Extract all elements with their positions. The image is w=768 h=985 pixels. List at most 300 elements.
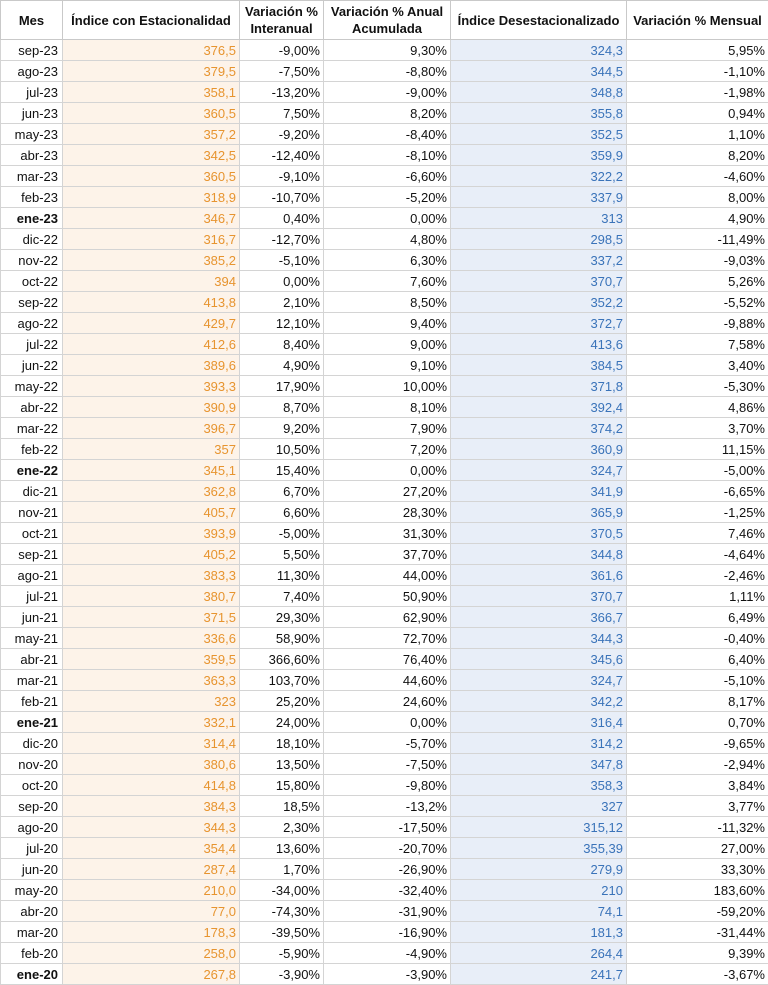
- table-row: [1, 355, 768, 376]
- cell-variacion-interanual: 1,70%: [240, 859, 324, 880]
- cell-variacion-interanual: 2,10%: [240, 292, 324, 313]
- cell-variacion-acumulada: 37,70%: [324, 544, 451, 565]
- cell-variacion-acumulada: 0,00%: [324, 208, 451, 229]
- cell-indice-estacionalidad: 267,8: [63, 964, 240, 985]
- cell-mes: abr-22: [1, 397, 63, 418]
- cell-variacion-acumulada: 27,20%: [324, 481, 451, 502]
- cell-indice-desestacionalizado: 384,5: [451, 355, 627, 376]
- cell-variacion-mensual: 6,40%: [627, 649, 768, 670]
- cell-variacion-acumulada: -6,60%: [324, 166, 451, 187]
- cell-indice-estacionalidad: 258,0: [63, 943, 240, 964]
- cell-variacion-acumulada: 28,30%: [324, 502, 451, 523]
- cell-variacion-mensual: -3,67%: [627, 964, 768, 985]
- table-row: [1, 691, 768, 712]
- cell-mes: ago-21: [1, 565, 63, 586]
- cell-indice-estacionalidad: 384,3: [63, 796, 240, 817]
- cell-indice-desestacionalizado: 324,3: [451, 40, 627, 61]
- cell-indice-estacionalidad: 371,5: [63, 607, 240, 628]
- cell-mes: sep-22: [1, 292, 63, 313]
- table-row: [1, 250, 768, 271]
- cell-indice-estacionalidad: 210,0: [63, 880, 240, 901]
- table-row: [1, 712, 768, 733]
- cell-variacion-acumulada: 9,40%: [324, 313, 451, 334]
- cell-mes: jun-22: [1, 355, 63, 376]
- cell-indice-estacionalidad: 394: [63, 271, 240, 292]
- cell-indice-estacionalidad: 357: [63, 439, 240, 460]
- cell-mes: mar-23: [1, 166, 63, 187]
- cell-indice-desestacionalizado: 316,4: [451, 712, 627, 733]
- cell-indice-desestacionalizado: 345,6: [451, 649, 627, 670]
- cell-indice-desestacionalizado: 74,1: [451, 901, 627, 922]
- cell-variacion-acumulada: 44,60%: [324, 670, 451, 691]
- table-row: [1, 481, 768, 502]
- cell-mes: feb-23: [1, 187, 63, 208]
- cell-indice-estacionalidad: 412,6: [63, 334, 240, 355]
- cell-mes: ene-21: [1, 712, 63, 733]
- cell-mes: jul-21: [1, 586, 63, 607]
- cell-indice-estacionalidad: 360,5: [63, 166, 240, 187]
- cell-variacion-acumulada: 0,00%: [324, 460, 451, 481]
- cell-mes: abr-23: [1, 145, 63, 166]
- header-variacion-mensual: Variación % Mensual: [627, 1, 768, 40]
- cell-indice-desestacionalizado: 327: [451, 796, 627, 817]
- header-row: [1, 1, 768, 40]
- cell-variacion-interanual: 4,90%: [240, 355, 324, 376]
- cell-indice-desestacionalizado: 360,9: [451, 439, 627, 460]
- table-row: [1, 964, 768, 985]
- cell-variacion-acumulada: 50,90%: [324, 586, 451, 607]
- table-row: [1, 922, 768, 943]
- cell-indice-desestacionalizado: 374,2: [451, 418, 627, 439]
- cell-variacion-mensual: 7,46%: [627, 523, 768, 544]
- table-row: [1, 103, 768, 124]
- cell-indice-estacionalidad: 346,7: [63, 208, 240, 229]
- cell-variacion-mensual: -2,46%: [627, 565, 768, 586]
- cell-indice-estacionalidad: 178,3: [63, 922, 240, 943]
- cell-variacion-interanual: 6,60%: [240, 502, 324, 523]
- table-row: [1, 649, 768, 670]
- cell-indice-estacionalidad: 363,3: [63, 670, 240, 691]
- cell-variacion-mensual: 8,20%: [627, 145, 768, 166]
- header-indice-desestacionalizado: Índice Desestacionalizado: [451, 1, 627, 40]
- cell-variacion-acumulada: 9,30%: [324, 40, 451, 61]
- cell-variacion-acumulada: 24,60%: [324, 691, 451, 712]
- cell-variacion-interanual: 5,50%: [240, 544, 324, 565]
- cell-variacion-mensual: 4,86%: [627, 397, 768, 418]
- cell-indice-desestacionalizado: 313: [451, 208, 627, 229]
- table-row: [1, 859, 768, 880]
- header-variacion-interanual: Variación % Interanual: [240, 1, 324, 40]
- cell-indice-estacionalidad: 318,9: [63, 187, 240, 208]
- cell-variacion-acumulada: -8,40%: [324, 124, 451, 145]
- cell-variacion-interanual: 366,60%: [240, 649, 324, 670]
- cell-variacion-interanual: -10,70%: [240, 187, 324, 208]
- cell-variacion-interanual: 18,10%: [240, 733, 324, 754]
- cell-mes: ago-23: [1, 61, 63, 82]
- cell-variacion-interanual: -3,90%: [240, 964, 324, 985]
- cell-variacion-interanual: -9,10%: [240, 166, 324, 187]
- cell-variacion-acumulada: -3,90%: [324, 964, 451, 985]
- table-row: [1, 271, 768, 292]
- cell-variacion-interanual: 6,70%: [240, 481, 324, 502]
- cell-indice-desestacionalizado: 344,5: [451, 61, 627, 82]
- cell-variacion-mensual: 1,10%: [627, 124, 768, 145]
- cell-indice-desestacionalizado: 315,12: [451, 817, 627, 838]
- cell-variacion-interanual: 18,5%: [240, 796, 324, 817]
- table-row: [1, 40, 768, 61]
- table-row: [1, 775, 768, 796]
- cell-mes: dic-22: [1, 229, 63, 250]
- cell-variacion-interanual: 2,30%: [240, 817, 324, 838]
- cell-indice-estacionalidad: 405,7: [63, 502, 240, 523]
- cell-variacion-acumulada: 7,20%: [324, 439, 451, 460]
- cell-variacion-interanual: 0,00%: [240, 271, 324, 292]
- cell-mes: nov-21: [1, 502, 63, 523]
- cell-variacion-acumulada: -5,20%: [324, 187, 451, 208]
- table-row: [1, 376, 768, 397]
- cell-mes: jun-20: [1, 859, 63, 880]
- cell-variacion-mensual: -31,44%: [627, 922, 768, 943]
- cell-variacion-acumulada: -7,50%: [324, 754, 451, 775]
- cell-variacion-mensual: 5,95%: [627, 40, 768, 61]
- cell-indice-desestacionalizado: 314,2: [451, 733, 627, 754]
- cell-variacion-mensual: 0,94%: [627, 103, 768, 124]
- table-row: [1, 292, 768, 313]
- cell-indice-estacionalidad: 345,1: [63, 460, 240, 481]
- cell-indice-desestacionalizado: 348,8: [451, 82, 627, 103]
- cell-variacion-acumulada: 7,60%: [324, 271, 451, 292]
- cell-variacion-mensual: 6,49%: [627, 607, 768, 628]
- cell-variacion-mensual: 9,39%: [627, 943, 768, 964]
- cell-variacion-interanual: 12,10%: [240, 313, 324, 334]
- cell-indice-estacionalidad: 354,4: [63, 838, 240, 859]
- cell-variacion-mensual: -4,64%: [627, 544, 768, 565]
- cell-variacion-acumulada: -4,90%: [324, 943, 451, 964]
- table-row: [1, 754, 768, 775]
- table-row: [1, 523, 768, 544]
- cell-indice-estacionalidad: 336,6: [63, 628, 240, 649]
- table-row: [1, 313, 768, 334]
- cell-variacion-acumulada: 31,30%: [324, 523, 451, 544]
- cell-indice-estacionalidad: 396,7: [63, 418, 240, 439]
- cell-variacion-mensual: 27,00%: [627, 838, 768, 859]
- cell-variacion-interanual: 103,70%: [240, 670, 324, 691]
- cell-indice-desestacionalizado: 359,9: [451, 145, 627, 166]
- table-row: [1, 880, 768, 901]
- cell-variacion-interanual: 11,30%: [240, 565, 324, 586]
- cell-variacion-acumulada: -20,70%: [324, 838, 451, 859]
- cell-indice-desestacionalizado: 298,5: [451, 229, 627, 250]
- cell-variacion-mensual: -0,40%: [627, 628, 768, 649]
- cell-mes: jun-21: [1, 607, 63, 628]
- cell-mes: oct-22: [1, 271, 63, 292]
- cell-indice-desestacionalizado: 355,8: [451, 103, 627, 124]
- cell-mes: sep-21: [1, 544, 63, 565]
- cell-variacion-interanual: 7,50%: [240, 103, 324, 124]
- cell-indice-estacionalidad: 393,3: [63, 376, 240, 397]
- cell-variacion-acumulada: -5,70%: [324, 733, 451, 754]
- cell-variacion-acumulada: 62,90%: [324, 607, 451, 628]
- cell-variacion-acumulada: 76,40%: [324, 649, 451, 670]
- cell-variacion-acumulada: 8,50%: [324, 292, 451, 313]
- cell-indice-desestacionalizado: 337,9: [451, 187, 627, 208]
- cell-indice-estacionalidad: 360,5: [63, 103, 240, 124]
- cell-variacion-mensual: -1,98%: [627, 82, 768, 103]
- cell-variacion-mensual: -1,10%: [627, 61, 768, 82]
- cell-variacion-mensual: -5,10%: [627, 670, 768, 691]
- cell-indice-desestacionalizado: 341,9: [451, 481, 627, 502]
- cell-variacion-interanual: -39,50%: [240, 922, 324, 943]
- header-indice-estacionalidad: Índice con Estacionalidad: [63, 1, 240, 40]
- table-row: [1, 502, 768, 523]
- cell-variacion-interanual: 13,60%: [240, 838, 324, 859]
- cell-indice-desestacionalizado: 210: [451, 880, 627, 901]
- cell-indice-desestacionalizado: 344,3: [451, 628, 627, 649]
- cell-variacion-mensual: -5,52%: [627, 292, 768, 313]
- table-row: [1, 208, 768, 229]
- cell-variacion-acumulada: -13,2%: [324, 796, 451, 817]
- cell-indice-estacionalidad: 385,2: [63, 250, 240, 271]
- cell-mes: dic-21: [1, 481, 63, 502]
- cell-variacion-mensual: 8,00%: [627, 187, 768, 208]
- cell-indice-desestacionalizado: 352,5: [451, 124, 627, 145]
- cell-variacion-interanual: 15,40%: [240, 460, 324, 481]
- cell-variacion-acumulada: -9,00%: [324, 82, 451, 103]
- cell-mes: sep-23: [1, 40, 63, 61]
- cell-mes: nov-20: [1, 754, 63, 775]
- cell-mes: mar-21: [1, 670, 63, 691]
- cell-variacion-interanual: -7,50%: [240, 61, 324, 82]
- cell-mes: feb-22: [1, 439, 63, 460]
- cell-variacion-mensual: 4,90%: [627, 208, 768, 229]
- cell-mes: feb-21: [1, 691, 63, 712]
- table-row: [1, 187, 768, 208]
- table-row: [1, 439, 768, 460]
- cell-variacion-mensual: 0,70%: [627, 712, 768, 733]
- cell-mes: feb-20: [1, 943, 63, 964]
- table-row: [1, 82, 768, 103]
- cell-variacion-acumulada: 6,30%: [324, 250, 451, 271]
- cell-mes: dic-20: [1, 733, 63, 754]
- cell-indice-desestacionalizado: 347,8: [451, 754, 627, 775]
- cell-variacion-interanual: 25,20%: [240, 691, 324, 712]
- cell-variacion-mensual: 183,60%: [627, 880, 768, 901]
- cell-variacion-mensual: 3,40%: [627, 355, 768, 376]
- cell-variacion-mensual: 11,15%: [627, 439, 768, 460]
- cell-mes: mar-22: [1, 418, 63, 439]
- table-row: [1, 838, 768, 859]
- cell-variacion-mensual: -2,94%: [627, 754, 768, 775]
- table-row: [1, 124, 768, 145]
- cell-indice-desestacionalizado: 181,3: [451, 922, 627, 943]
- cell-mes: may-22: [1, 376, 63, 397]
- cell-mes: oct-20: [1, 775, 63, 796]
- cell-variacion-mensual: -5,30%: [627, 376, 768, 397]
- cell-indice-estacionalidad: 429,7: [63, 313, 240, 334]
- cell-indice-estacionalidad: 77,0: [63, 901, 240, 922]
- cell-indice-desestacionalizado: 279,9: [451, 859, 627, 880]
- header-mes: Mes: [1, 1, 63, 40]
- cell-indice-desestacionalizado: 342,2: [451, 691, 627, 712]
- cell-variacion-mensual: -9,88%: [627, 313, 768, 334]
- cell-indice-estacionalidad: 357,2: [63, 124, 240, 145]
- cell-mes: ago-20: [1, 817, 63, 838]
- cell-variacion-interanual: 13,50%: [240, 754, 324, 775]
- cell-variacion-mensual: -1,25%: [627, 502, 768, 523]
- cell-mes: ene-23: [1, 208, 63, 229]
- cell-variacion-interanual: -12,40%: [240, 145, 324, 166]
- cell-variacion-acumulada: 0,00%: [324, 712, 451, 733]
- cell-variacion-acumulada: 8,10%: [324, 397, 451, 418]
- cell-indice-desestacionalizado: 366,7: [451, 607, 627, 628]
- cell-variacion-acumulada: 44,00%: [324, 565, 451, 586]
- cell-mes: may-20: [1, 880, 63, 901]
- cell-variacion-interanual: 29,30%: [240, 607, 324, 628]
- cell-indice-desestacionalizado: 324,7: [451, 670, 627, 691]
- cell-variacion-interanual: -74,30%: [240, 901, 324, 922]
- cell-variacion-acumulada: 9,00%: [324, 334, 451, 355]
- table-row: [1, 733, 768, 754]
- cell-indice-estacionalidad: 314,4: [63, 733, 240, 754]
- cell-variacion-interanual: -5,90%: [240, 943, 324, 964]
- cell-mes: ago-22: [1, 313, 63, 334]
- cell-indice-estacionalidad: 287,4: [63, 859, 240, 880]
- header-variacion-acumulada: Variación % Anual Acumulada: [324, 1, 451, 40]
- cell-variacion-interanual: 15,80%: [240, 775, 324, 796]
- cell-indice-estacionalidad: 393,9: [63, 523, 240, 544]
- table-row: [1, 397, 768, 418]
- cell-indice-estacionalidad: 342,5: [63, 145, 240, 166]
- cell-variacion-mensual: 5,26%: [627, 271, 768, 292]
- table-row: [1, 607, 768, 628]
- cell-variacion-acumulada: 7,90%: [324, 418, 451, 439]
- cell-variacion-mensual: 33,30%: [627, 859, 768, 880]
- cell-variacion-mensual: -9,65%: [627, 733, 768, 754]
- cell-variacion-mensual: 3,84%: [627, 775, 768, 796]
- cell-indice-desestacionalizado: 358,3: [451, 775, 627, 796]
- cell-mes: nov-22: [1, 250, 63, 271]
- cell-variacion-interanual: -9,20%: [240, 124, 324, 145]
- cell-variacion-mensual: -6,65%: [627, 481, 768, 502]
- cell-indice-estacionalidad: 389,6: [63, 355, 240, 376]
- cell-variacion-mensual: -11,49%: [627, 229, 768, 250]
- cell-indice-estacionalidad: 405,2: [63, 544, 240, 565]
- cell-variacion-interanual: 0,40%: [240, 208, 324, 229]
- table-row: [1, 670, 768, 691]
- cell-variacion-mensual: -9,03%: [627, 250, 768, 271]
- table-row: [1, 334, 768, 355]
- cell-indice-desestacionalizado: 365,9: [451, 502, 627, 523]
- cell-variacion-interanual: -12,70%: [240, 229, 324, 250]
- cell-indice-estacionalidad: 414,8: [63, 775, 240, 796]
- cell-mes: sep-20: [1, 796, 63, 817]
- cell-variacion-interanual: -13,20%: [240, 82, 324, 103]
- cell-variacion-mensual: 3,77%: [627, 796, 768, 817]
- cell-variacion-interanual: -9,00%: [240, 40, 324, 61]
- table-row: [1, 544, 768, 565]
- cell-indice-desestacionalizado: 372,7: [451, 313, 627, 334]
- cell-mes: may-21: [1, 628, 63, 649]
- table-row: [1, 628, 768, 649]
- cell-indice-desestacionalizado: 241,7: [451, 964, 627, 985]
- cell-variacion-mensual: -4,60%: [627, 166, 768, 187]
- cell-variacion-interanual: 17,90%: [240, 376, 324, 397]
- cell-indice-estacionalidad: 344,3: [63, 817, 240, 838]
- cell-variacion-interanual: -5,10%: [240, 250, 324, 271]
- table-row: [1, 817, 768, 838]
- cell-variacion-interanual: -5,00%: [240, 523, 324, 544]
- table-row: [1, 901, 768, 922]
- cell-variacion-interanual: 8,70%: [240, 397, 324, 418]
- cell-indice-desestacionalizado: 264,4: [451, 943, 627, 964]
- table-row: [1, 61, 768, 82]
- cell-variacion-acumulada: 72,70%: [324, 628, 451, 649]
- cell-indice-estacionalidad: 323: [63, 691, 240, 712]
- cell-indice-desestacionalizado: 371,8: [451, 376, 627, 397]
- table-row: [1, 418, 768, 439]
- table-row: [1, 943, 768, 964]
- cell-variacion-mensual: -11,32%: [627, 817, 768, 838]
- cell-mes: oct-21: [1, 523, 63, 544]
- cell-indice-estacionalidad: 332,1: [63, 712, 240, 733]
- cell-variacion-interanual: 10,50%: [240, 439, 324, 460]
- cell-indice-estacionalidad: 316,7: [63, 229, 240, 250]
- table-row: [1, 460, 768, 481]
- cell-variacion-interanual: 7,40%: [240, 586, 324, 607]
- cell-indice-desestacionalizado: 361,6: [451, 565, 627, 586]
- cell-indice-estacionalidad: 358,1: [63, 82, 240, 103]
- cell-variacion-acumulada: 4,80%: [324, 229, 451, 250]
- cell-variacion-acumulada: -17,50%: [324, 817, 451, 838]
- cell-indice-desestacionalizado: 324,7: [451, 460, 627, 481]
- cell-mes: jul-22: [1, 334, 63, 355]
- cell-variacion-mensual: -59,20%: [627, 901, 768, 922]
- cell-indice-desestacionalizado: 413,6: [451, 334, 627, 355]
- cell-variacion-interanual: -34,00%: [240, 880, 324, 901]
- cell-variacion-acumulada: 10,00%: [324, 376, 451, 397]
- cell-indice-desestacionalizado: 355,39: [451, 838, 627, 859]
- cell-indice-desestacionalizado: 344,8: [451, 544, 627, 565]
- cell-indice-desestacionalizado: 352,2: [451, 292, 627, 313]
- table-row: [1, 145, 768, 166]
- cell-variacion-acumulada: -31,90%: [324, 901, 451, 922]
- cell-variacion-acumulada: -32,40%: [324, 880, 451, 901]
- cell-variacion-acumulada: 9,10%: [324, 355, 451, 376]
- cell-variacion-acumulada: -9,80%: [324, 775, 451, 796]
- cell-mes: jun-23: [1, 103, 63, 124]
- cell-indice-desestacionalizado: 370,7: [451, 586, 627, 607]
- cell-variacion-mensual: -5,00%: [627, 460, 768, 481]
- cell-indice-desestacionalizado: 322,2: [451, 166, 627, 187]
- table-row: [1, 565, 768, 586]
- cell-mes: mar-20: [1, 922, 63, 943]
- cell-variacion-acumulada: -8,80%: [324, 61, 451, 82]
- cell-variacion-acumulada: -8,10%: [324, 145, 451, 166]
- cell-variacion-mensual: 8,17%: [627, 691, 768, 712]
- cell-variacion-mensual: 7,58%: [627, 334, 768, 355]
- cell-indice-estacionalidad: 413,8: [63, 292, 240, 313]
- table-row: [1, 166, 768, 187]
- cell-indice-estacionalidad: 379,5: [63, 61, 240, 82]
- cell-variacion-acumulada: -16,90%: [324, 922, 451, 943]
- cell-variacion-interanual: 8,40%: [240, 334, 324, 355]
- table-row: [1, 586, 768, 607]
- cell-indice-estacionalidad: 380,6: [63, 754, 240, 775]
- cell-indice-estacionalidad: 383,3: [63, 565, 240, 586]
- cell-indice-desestacionalizado: 370,5: [451, 523, 627, 544]
- cell-indice-desestacionalizado: 392,4: [451, 397, 627, 418]
- cell-indice-estacionalidad: 390,9: [63, 397, 240, 418]
